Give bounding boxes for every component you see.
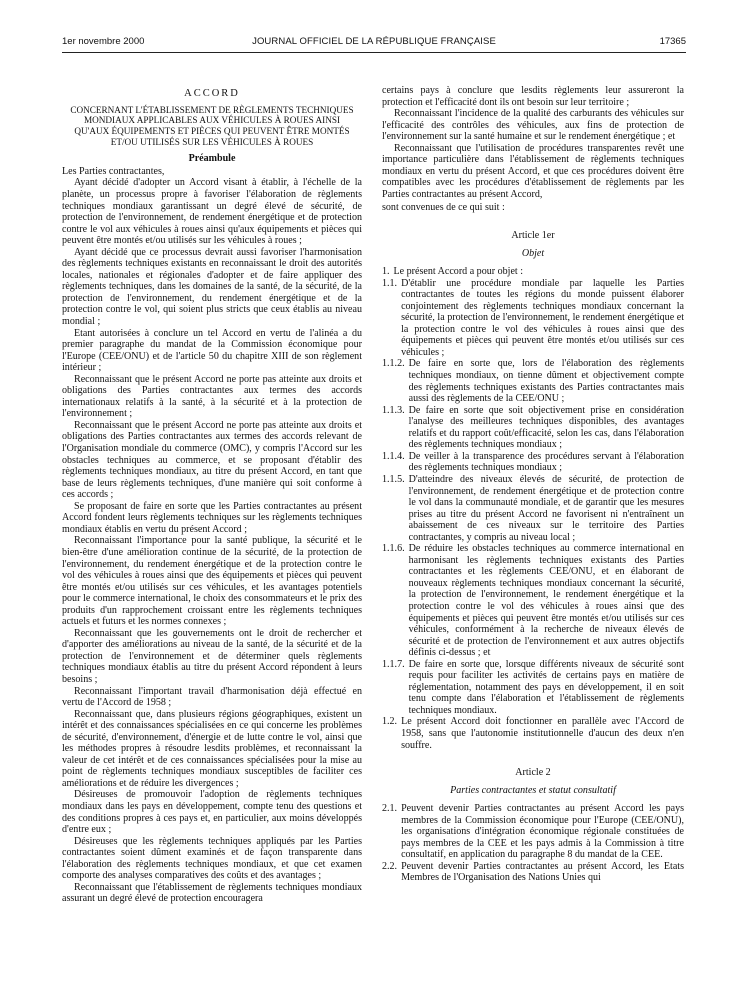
item-text: De faire en sorte que, lorsque différents niveaux de sécurité sont requis pour faciliter les activités de certains pays en matière de réglementation, notamment des pays en développement, il en soit tenu compte dans l'élaboration et l'établissement de règlements techniques mondiaux. [408,658,684,716]
paragraph: Reconnaissant l'incidence de la qualité des carburants des véhicules sur l'efficacité des contrôles des véhicules, aux fins de protection de l'environnement sur la santé humaine et sur le rendement énergétique ; et [382,108,684,143]
item-text: Peuvent devenir Parties contractantes au présent Accord, les Etats Membres de l'Organisation des Nations Unies qui [401,860,684,884]
paragraph: Ayant décidé d'adopter un Accord visant à établir, à l'échelle de la planète, un processus propre à favoriser l'élaboration de règlements techniques mondiaux garantissant un degré élevé de sécurité, de protection de l'environnement, de rendement énergétique et de protection contre le vol aux véhicules à roues ainsi qu'aux équipements et pièces qui peuvent être montés et/ou utilisés sur les véhicules à roues ; [62,177,362,247]
item-number: 1.2. [382,716,398,728]
paragraph: Reconnaissant l'important travail d'harmonisation déjà effectué en vertu de l'Accord de 1958 ; [62,685,362,709]
item-number: 1.1.5. [382,473,405,485]
article-2-heading: Article 2 [515,767,551,779]
accord-heading: ACCORD [184,88,240,99]
item-number: 1. [382,266,390,278]
article-item [382,716,684,751]
paragraph: Désireuses que les règlements techniques appliqués par les Parties contractantes soient dûment examinés et de façon transparente dans l'élaboration des règlements techniques mondiaux, et que cet examen comporte des analyses comparatives des coûts et des avantages ; [62,835,362,882]
paragraph: Reconnaissant que l'utilisation de procédures transparentes revêt une importance particulière dans l'établissement de règlements techniques mondiaux en vertu du présent Accord, et que ces procédures doivent être compatibles avec les procédures d'établissement de règlements par les Parties contractantes au présent Accord, [382,142,684,200]
right-column [382,85,684,884]
item-number: 2.1. [382,803,398,815]
item-number: 1.1.3. [382,404,405,416]
paragraph: certains pays à conclure que lesdits règlements leur assureront la protection et l'efficacité dont ils ont besoin sur leur territoire ; [382,85,684,108]
page-number: 17365 [659,36,686,47]
article-item [382,405,684,451]
paragraph: Reconnaissant que, dans plusieurs régions géographiques, existent un intérêt et des connaissances spécialisées en ce qui concerne les problèmes de sécurité, d'environnement, d'énergie et de lutte contre le vol, ainsi que les méthodes propres à résoudre lesdits problèmes, et reconnaissant la valeur de cet intérêt et de ces connaissances spécialisées pour la mise au point de règlements techniques mondiaux susceptibles de faciliter ces améliorations et de réduire les divergences ; [62,708,362,789]
article-item [382,451,684,474]
paragraph: Reconnaissant que le présent Accord ne porte pas atteinte aux droits et obligations des Parties contractantes aux termes des accords internationaux relatifs à la santé, à la sécurité et à la protection de l'environnement ; [62,373,362,420]
item-number: 1.1.4. [382,450,405,462]
paragraph: Reconnaissant que les gouvernements ont le droit de rechercher et d'apporter des améliorations au niveau de la santé, de la sécurité et de la protection de l'environnement et de déterminer quels règlements techniques mondiaux établis au titre du présent Accord répondent à leurs besoins ; [62,627,362,685]
article-item [382,659,684,717]
article-item [382,358,684,404]
closing-line: sont convenues de ce qui suit : [382,202,505,214]
item-text: D'établir une procédure mondiale par laquelle les Parties contractantes de toutes les régions du monde puissent élaborer conjointement des règlements techniques mondiaux concernant la sécurité, la protection de l'environnement, le rendement énergétique et la protection contre le vol des véhicules à roues ainsi que des équipements et pièces qui peuvent être montés et/ou utilisés sur ces véhicules ; [401,277,684,358]
item-text: Peuvent devenir Parties contractantes au présent Accord les pays membres de la Commission économique pour l'Europe (CEE/ONU), les organisations d'intégration économique régionale constituées de pays membres de la CEE et les pays admis à la Commission à titre consultatif, en application du paragraphe 8 du mandat de la CEE. [401,803,684,861]
left-column [62,85,362,905]
item-text: De réduire les obstacles techniques au commerce international en harmonisant les règlements techniques existants des Parties contractantes et les règlements CEE/ONU, et en élaborant de nouveaux règlements techniques mondiaux concernant la sécurité, la protection de l'environnement, le rendement énergétique et la protection contre le vol des véhicules à roues ainsi que des équipements et pièces qui peuvent être montés et/ou utilisés sur ces véhicules, conformément à la recherche de niveaux élevés de sécurité et de protection de l'environnement et aux autres objectifs définis ci-dessus ; et [408,543,684,659]
item-text: D'atteindre des niveaux élevés de sécurité, de protection de l'environnement, de rendement énergétique et de protection contre le vol dans la communauté mondiale, et de garantir que les mesures prises au titre du présent Accord ne favorisent ni n'entraînent un abaissement de ces niveaux sur le territoire des Parties contractantes, y compris au niveau local ; [408,473,684,543]
paragraph: Etant autorisées à conclure un tel Accord en vertu de l'alinéa a du premier paragraphe du mandat de la Commission économique pour l'Europe (CEE/ONU) et de l'article 50 du chapitre XIII de son règlement intérieur ; [62,327,362,374]
article-item [382,803,684,861]
preamble-heading: Préambule [188,153,236,165]
paragraph: Reconnaissant l'importance pour la santé publique, la sécurité et le bien-être d'une amélioration continue de la sécurité, de la protection de l'environnement, du rendement énergétique et de la protection contre le vol des véhicules à roues ainsi que des équipements et pièces qui peuvent être montés et/ou utilisés sur ces véhicules, et les avantages potentiels pour le commerce international, le choix des consommateurs et le prix des produits d'un rapprochement croissant entre les règlements techniques actuels et futurs et les normes connexes ; [62,535,362,628]
article-item [382,861,684,884]
article-1-heading: Article 1er [511,230,555,242]
item-text: De faire en sorte que, lors de l'élaboration des règlements techniques mondiaux, on tienne dûment et objectivement compte des règlements techniques existants des Parties contractantes mais aussi des règlements de la CEE/ONU ; [408,358,684,405]
article-item [382,474,684,543]
item-number: 1.1.2. [382,358,405,370]
item-text: Le présent Accord doit fonctionner en parallèle avec l'Accord de 1958, sans que l'autonomie institutionnelle d'aucun des deux n'en souffre. [401,716,684,751]
paragraph: Se proposant de faire en sorte que les Parties contractantes au présent Accord fondent leurs règlements techniques sur les règlements techniques mondiaux établis en vertu du présent Accord ; [62,500,362,535]
header-rule [62,52,686,53]
item-number: 1.1.6. [382,543,405,555]
paragraph: Reconnaissant que l'établissement de règlements techniques mondiaux assurant un degré élevé de protection encouragera [62,881,362,905]
article-item [382,543,684,658]
paragraph: Les Parties contractantes, [62,165,165,177]
accord-title: CONCERNANT L'ÉTABLISSEMENT DE RÈGLEMENTS TECHNIQUES MONDIAUX APPLICABLES AUX VÉHICULES À ROUES AINSI QU'AUX ÉQUIPEMENTS ET PIÈCES QUI PEUVENT ÊTRE MONTÉS ET/OU UTILISÉS SUR LES VÉHICULES À ROUES [70,104,354,147]
article-item [382,266,684,278]
item-number: 1.1.7. [382,658,405,670]
article-2-subtitle: Parties contractantes et statut consultatif [450,784,616,796]
issue-date: 1er novembre 2000 [62,36,145,47]
item-text: De faire en sorte que soit objectivement prise en considération l'analyse des meilleures techniques disponibles, des avantages relatifs et du rapport coût/efficacité, selon les cas, dans l'élaboration des règlements techniques mondiaux ; [408,404,684,451]
paragraph: Désireuses de promouvoir l'adoption de règlements techniques mondiaux dans les pays en développement, compte tenu des questions et des conditions propres à ces pays et, en particulier, aux moins développés d'entre eux ; [62,789,362,836]
paragraph: Ayant décidé que ce processus devrait aussi favoriser l'harmonisation des règlements techniques existants en reconnaissant le droit des autorités locales, nationales et régionales d'adopter et de faire appliquer des règlements techniques, dans les domaines de la santé, de la sécurité, de la protection de l'environnement, du rendement énergétique et de la protection contre le vol, qui soient plus stricts que ceux établis au niveau mondial ; [62,246,362,328]
item-text: De veiller à la transparence des procédures servant à l'élaboration des règlements techniques mondiaux ; [408,450,684,474]
item-number: 1.1. [382,277,398,289]
page-header [62,36,686,50]
item-text: Le présent Accord a pour objet : [393,266,523,278]
article-item [382,278,684,359]
article-1-subtitle: Objet [521,247,545,259]
paragraph: Reconnaissant que le présent Accord ne porte pas atteinte aux droits et obligations des Parties contractantes aux termes des accords relevant de l'Organisation mondiale du commerce (OMC), y compris l'Accord sur les obstacles techniques au commerce, et se proposant d'établir des règlements techniques mondiaux, au titre du présent Accord, en tant que base de leurs règlements techniques, d'une manière qui soit conforme à ces accords ; [62,419,362,501]
item-number: 2.2. [382,860,398,872]
journal-title: JOURNAL OFFICIEL DE LA RÉPUBLIQUE FRANÇAISE [252,36,496,47]
